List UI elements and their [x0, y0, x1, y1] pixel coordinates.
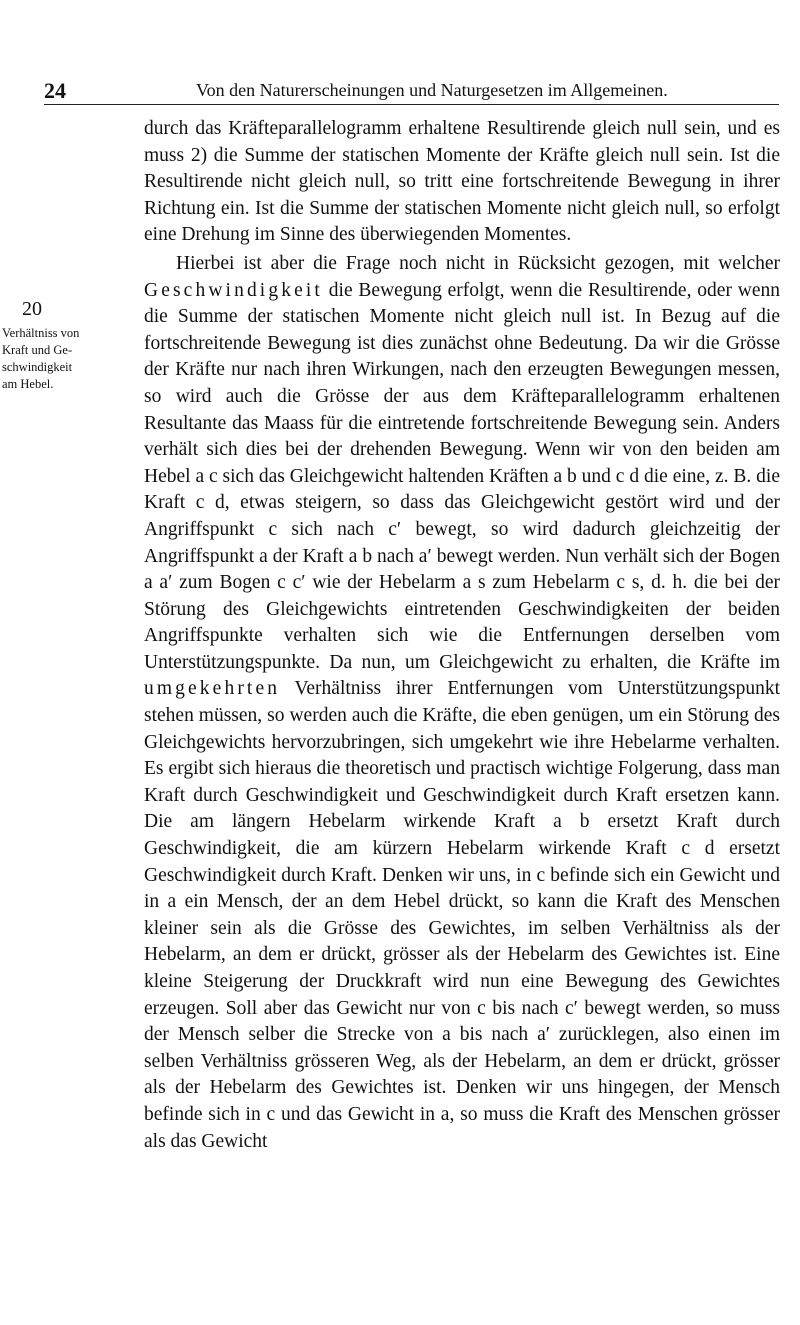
page-header [0, 78, 800, 108]
body-text [144, 116, 780, 1155]
emphasis-geschwindigkeit: Geschwindigkeit [144, 279, 323, 301]
marginal-note [2, 325, 136, 393]
marginal-note-line: am Hebel. [2, 377, 54, 391]
marginal-note-line: Kraft und Ge- [2, 343, 73, 357]
text-run: Hierbei ist aber die Frage noch nicht in Rücksicht gezogen, mit welcher [176, 252, 780, 274]
paragraph-20 [144, 251, 780, 1155]
header-rule [44, 104, 779, 105]
running-title: Von den Naturerscheinungen und Naturgesetzen im Allgemeinen. [196, 80, 668, 100]
page-number: 24 [44, 78, 66, 103]
text-run: Verhältniss ihrer Entfernungen vom Unterstützungspunkt stehen müssen, so werden auch die Kräfte, die eben genügen, um ein Störung des Gleichgewichts hervorzubringen, sich umgekehrt wie ihre Hebelarme verhalten. Es ergibt sich hieraus die theoretisch und practisch wichtige Folgerung, dass man Kraft durch Geschwindigkeit und Geschwindigkeit durch Kraft ersetzen kann. Die am längern Hebelarm wirkende Kraft a b ersetzt Kraft durch Geschwindigkeit, die am kürzern Hebelarm wirkende Kraft c d ersetzt Geschwindigkeit durch Kraft. Denken wir uns, in c befinde sich ein Gewicht und in a ein Mensch, der an dem Hebel drückt, so kann die Kraft des Menschen kleiner sein als die Grösse des Gewichtes, im selben Verhältniss als der Hebelarm, an dem er drückt, grösser als der Hebelarm des Gewichtes ist. Eine kleine Steigerung der Druckkraft wird nun eine Bewegung des Gewichtes erzeugen. Soll aber das Gewicht nur von c bis nach c′ bewegt werden, so muss der Mensch selber die Strecke von a bis nach a′ zurücklegen, also einen im selben Verhältniss grösseren Weg, als der Hebelarm, an dem er drückt, grösser als der Hebelarm des Gewichtes ist. Denken wir uns hingegen, der Mensch befinde sich in c und das Gewicht in a, so muss die Kraft des Menschen grösser als das Gewicht [144, 678, 780, 1152]
text-run: die Bewegung erfolgt, wenn die Resultirende, oder wenn die Summe der statischen Momente nicht gleich null ist. In Bezug auf die fortschreitende Bewegung ist dies zunächst ohne Bedeutung. Da wir die Grösse der Kräfte nur nach ihren Wirkungen, nach den erzeugten Bewegungen messen, so wird auch die Grösse der aus dem Kräfteparallelogramm erhaltenen Resultante das Maass für die eintretende fortschreitende Bewegung sein. Anders verhält sich dies bei der drehenden Bewegung. Wenn wir von den beiden am Hebel a c sich das Gleichgewicht haltenden Kräften a b und c d die eine, z. B. die Kraft c d, etwas steigern, so dass das Gleichgewicht gestört wird und der Angriffspunkt c sich nach c′ bewegt, so wird dadurch gleichzeitig der Angriffspunkt a der Kraft a b nach a′ bewegt werden. Nun verhält sich der Bogen a a′ zum Bogen c c′ wie der Hebelarm a s zum Hebelarm c s, d. h. die bei der Störung des Gleichgewichts eintretenden Geschwindigkeiten der beiden Angriffspunkte verhalten sich wie die Entfernungen derselben vom Unterstützungspunkte. Da nun, um Gleichgewicht zu erhalten, die Kräfte im [144, 279, 780, 673]
marginal-note-line: schwindigkeit [2, 360, 73, 374]
emphasis-umgekehrten: umgekehrten [144, 678, 281, 700]
marginal-note-line: Verhältniss von [2, 326, 80, 340]
paragraph-continued: durch das Kräfteparallelogramm erhaltene Resultirende gleich null sein, und es muss 2) die Summe der statischen Momente der Kräfte gleich null sein. Ist die Resultirende nicht gleich null, so tritt eine fortschreitende Bewegung in ihrer Richtung ein. Ist die Summe der statischen Momente nicht gleich null, so erfolgt eine Drehung im Sinne des überwiegenden Momentes. [144, 118, 780, 246]
section-number: 20 [22, 298, 42, 320]
